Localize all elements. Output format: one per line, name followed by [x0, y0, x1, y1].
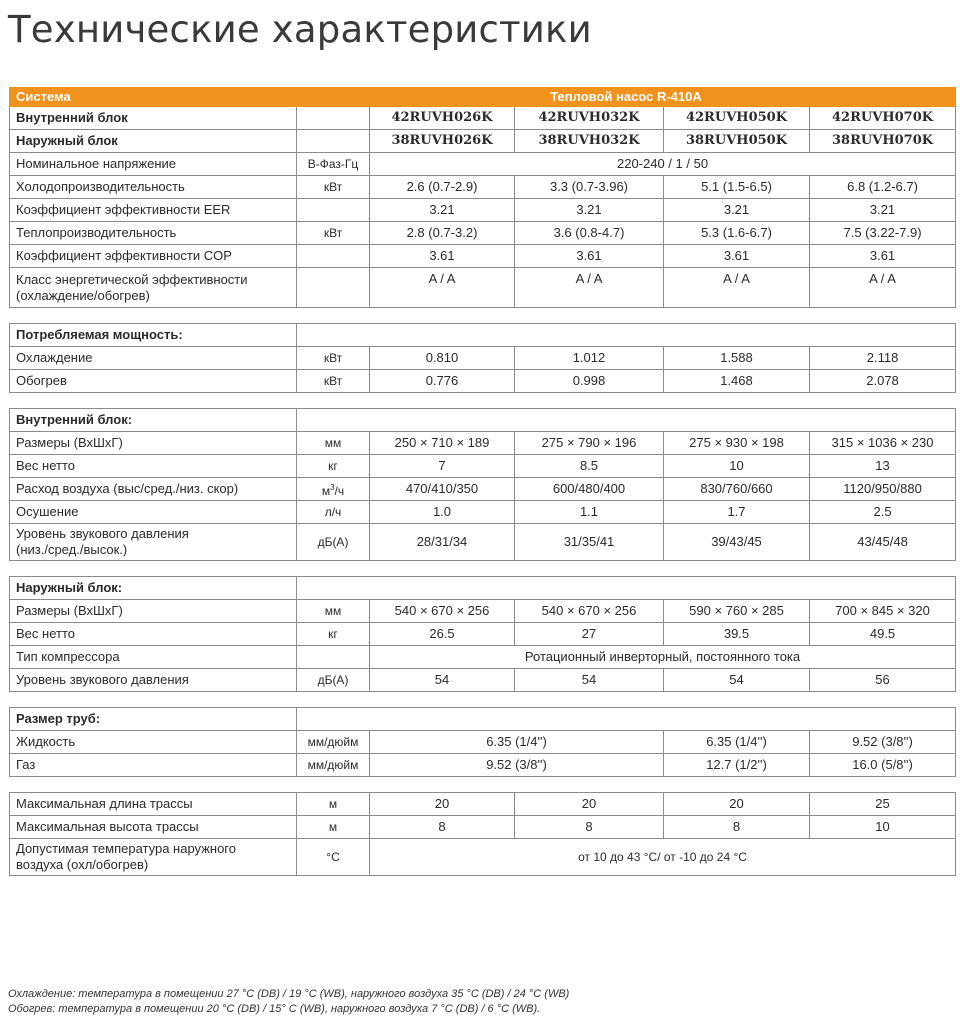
section-header — [10, 409, 956, 432]
value-cell: 590 × 760 × 285 — [664, 600, 810, 623]
value-cell: 470/410/350 — [370, 478, 515, 501]
value-cell: 3.61 — [515, 245, 664, 268]
row-label: Класс энергетической эффективности (охлаждение/обогрев) — [10, 268, 297, 308]
value-cell: 6.35 (1/4'') — [370, 731, 664, 754]
system-header: Система — [10, 88, 297, 107]
value-cell: 3.21 — [810, 199, 956, 222]
table-row — [10, 754, 956, 777]
value-cell: 10 — [810, 816, 956, 839]
value-cell: 54 — [370, 669, 515, 692]
outdoor-model-row — [10, 130, 956, 153]
row-label: Размеры (ВхШхГ) — [10, 432, 297, 455]
value-cell: 3.21 — [370, 199, 515, 222]
value-cell: 2.8 (0.7-3.2) — [370, 222, 515, 245]
unit-cell: мм — [297, 432, 370, 455]
table-row — [10, 347, 956, 370]
value-cell: 1.468 — [664, 370, 810, 393]
value-cell: 1.012 — [515, 347, 664, 370]
row-label: Внутренний блок — [10, 107, 297, 130]
section-header — [10, 324, 956, 347]
value-cell: от 10 до 43 °С/ от -10 до 24 °С — [370, 839, 956, 876]
value-cell: 2.5 — [810, 501, 956, 524]
value-cell: 3.61 — [810, 245, 956, 268]
value-cell: 13 — [810, 455, 956, 478]
model-cell: 42RUVH070K — [810, 107, 956, 130]
row-label: Вес нетто — [10, 623, 297, 646]
value-cell: 3.61 — [370, 245, 515, 268]
value-cell: 315 × 1036 × 230 — [810, 432, 956, 455]
table-row — [10, 455, 956, 478]
model-cell: 42RUVH050K — [664, 107, 810, 130]
value-cell: Ротационный инверторный, постоянного тока — [370, 646, 956, 669]
value-cell: 39/43/45 — [664, 524, 810, 561]
value-cell: 540 × 670 × 256 — [515, 600, 664, 623]
value-cell: 7.5 (3.22-7.9) — [810, 222, 956, 245]
value-cell: 31/35/41 — [515, 524, 664, 561]
footnote-heating: Обогрев: температура в помещении 20 °С (DB) / 15° С (WB), наружного воздуха 7 °С (DB) / 6 °С (WB). — [8, 1003, 541, 1015]
value-cell: 9.52 (3/8'') — [810, 731, 956, 754]
table-row — [10, 153, 956, 176]
value-cell: 25 — [810, 793, 956, 816]
table-row — [10, 731, 956, 754]
row-label: Холодопроизводительность — [10, 176, 297, 199]
value-cell: 16.0 (5/8'') — [810, 754, 956, 777]
system-type-header: Тепловой насос R-410A — [297, 88, 956, 107]
row-label: Охлаждение — [10, 347, 297, 370]
unit-cell: кВт — [297, 176, 370, 199]
unit-cell: кг — [297, 455, 370, 478]
value-cell: 12.7 (1/2'') — [664, 754, 810, 777]
value-cell: 20 — [515, 793, 664, 816]
value-cell: 3.21 — [664, 199, 810, 222]
section-title: Наружный блок: — [10, 577, 297, 600]
value-cell: 275 × 790 × 196 — [515, 432, 664, 455]
table-row — [10, 268, 956, 308]
unit-cell: °С — [297, 839, 370, 876]
value-cell: 540 × 670 × 256 — [370, 600, 515, 623]
row-label: Уровень звукового давления (низ./сред./высок.) — [10, 524, 297, 561]
indoor-model-row — [10, 107, 956, 130]
value-cell: 275 × 930 × 198 — [664, 432, 810, 455]
value-cell: 0.998 — [515, 370, 664, 393]
row-label: Максимальная высота трассы — [10, 816, 297, 839]
value-cell: 56 — [810, 669, 956, 692]
table-row — [10, 199, 956, 222]
unit-cell: кВт — [297, 370, 370, 393]
section-title: Внутренний блок: — [10, 409, 297, 432]
row-label: Номинальное напряжение — [10, 153, 297, 176]
unit-cell: м — [297, 793, 370, 816]
value-cell: 26.5 — [370, 623, 515, 646]
model-cell: 38RUVH026K — [370, 130, 515, 153]
value-cell: 49.5 — [810, 623, 956, 646]
table-row — [10, 370, 956, 393]
row-label: Жидкость — [10, 731, 297, 754]
table-header-row — [10, 88, 956, 107]
row-label: Размеры (ВхШхГ) — [10, 600, 297, 623]
value-cell: 1.1 — [515, 501, 664, 524]
table-row — [10, 478, 956, 501]
value-cell: 1.0 — [370, 501, 515, 524]
unit-cell: В-Фаз-Гц — [297, 153, 370, 176]
value-cell: A / A — [664, 268, 810, 308]
value-cell: 20 — [370, 793, 515, 816]
value-cell: 3.6 (0.8-4.7) — [515, 222, 664, 245]
table-row — [10, 600, 956, 623]
row-label: Теплопроизводительность — [10, 222, 297, 245]
table-row — [10, 222, 956, 245]
unit-cell: мм — [297, 600, 370, 623]
unit-cell: л/ч — [297, 501, 370, 524]
unit-cell: кВт — [297, 347, 370, 370]
value-cell: 700 × 845 × 320 — [810, 600, 956, 623]
model-cell: 42RUVH032K — [515, 107, 664, 130]
row-label: Вес нетто — [10, 455, 297, 478]
value-cell: 5.1 (1.5-6.5) — [664, 176, 810, 199]
table-row — [10, 176, 956, 199]
table-row — [10, 839, 956, 876]
unit-cell: кВт — [297, 222, 370, 245]
model-cell: 38RUVH050K — [664, 130, 810, 153]
value-cell: 8 — [370, 816, 515, 839]
section-title: Потребляемая мощность: — [10, 324, 297, 347]
unit-cell: кг — [297, 623, 370, 646]
unit-cell: дБ(А) — [297, 669, 370, 692]
value-cell: 0.810 — [370, 347, 515, 370]
value-cell: 7 — [370, 455, 515, 478]
table-row — [10, 623, 956, 646]
unit-cell: мм/дюйм — [297, 754, 370, 777]
value-cell: 54 — [515, 669, 664, 692]
value-cell: 1.588 — [664, 347, 810, 370]
value-cell: 8 — [664, 816, 810, 839]
value-cell: 2.6 (0.7-2.9) — [370, 176, 515, 199]
row-label: Уровень звукового давления — [10, 669, 297, 692]
table-row — [10, 816, 956, 839]
value-cell: 20 — [664, 793, 810, 816]
value-cell: 39.5 — [664, 623, 810, 646]
row-label: Наружный блок — [10, 130, 297, 153]
row-label: Газ — [10, 754, 297, 777]
value-cell: 54 — [664, 669, 810, 692]
value-cell: 2.118 — [810, 347, 956, 370]
value-cell: 3.61 — [664, 245, 810, 268]
value-cell: 43/45/48 — [810, 524, 956, 561]
value-cell: 6.8 (1.2-6.7) — [810, 176, 956, 199]
table-row — [10, 524, 956, 561]
value-cell: 9.52 (3/8'') — [370, 754, 664, 777]
value-cell: 28/31/34 — [370, 524, 515, 561]
section-header — [10, 708, 956, 731]
table-row — [10, 432, 956, 455]
unit-cell: $м^3/ч$ — [297, 478, 370, 501]
table-row — [10, 245, 956, 268]
page-title: Технические характеристики — [8, 8, 592, 51]
model-cell: 42RUVH026K — [370, 107, 515, 130]
table-row — [10, 793, 956, 816]
model-cell: 38RUVH032K — [515, 130, 664, 153]
value-cell: A / A — [810, 268, 956, 308]
value-cell: 600/480/400 — [515, 478, 664, 501]
footnotes — [8, 987, 569, 1017]
value-cell: 3.21 — [515, 199, 664, 222]
value-cell: 1120/950/880 — [810, 478, 956, 501]
unit-cell: м — [297, 816, 370, 839]
value-cell: 0.776 — [370, 370, 515, 393]
unit-cell: мм/дюйм — [297, 731, 370, 754]
row-label: Осушение — [10, 501, 297, 524]
value-cell: 8 — [515, 816, 664, 839]
value-cell: 1.7 — [664, 501, 810, 524]
value-cell: 8.5 — [515, 455, 664, 478]
row-label: Максимальная длина трассы — [10, 793, 297, 816]
row-label: Коэффициент эффективности EER — [10, 199, 297, 222]
value-cell: 250 × 710 × 189 — [370, 432, 515, 455]
value-cell: A / A — [515, 268, 664, 308]
row-label: Расход воздуха (выс/сред./низ. скор) — [10, 478, 297, 501]
value-cell: 2.078 — [810, 370, 956, 393]
footnote-cooling: Охлаждение: температура в помещении 27 °С (DB) / 19 °С (WB), наружного воздуха 35 °С (DB) / 24 °С (WB) — [8, 988, 570, 1000]
value-cell: 3.3 (0.7-3.96) — [515, 176, 664, 199]
value-cell: 27 — [515, 623, 664, 646]
value-cell: 6.35 (1/4'') — [664, 731, 810, 754]
section-title: Размер труб: — [10, 708, 297, 731]
row-label: Обогрев — [10, 370, 297, 393]
table-row — [10, 501, 956, 524]
unit-cell — [297, 199, 370, 222]
spec-table — [9, 87, 956, 876]
unit-cell — [297, 245, 370, 268]
table-row — [10, 646, 956, 669]
section-header — [10, 577, 956, 600]
value-cell: A / A — [370, 268, 515, 308]
value-cell: 830/760/660 — [664, 478, 810, 501]
row-label: Допустимая температура наружного воздуха (охл/обогрев) — [10, 839, 297, 876]
row-label: Тип компрессора — [10, 646, 297, 669]
unit-cell: дБ(А) — [297, 524, 370, 561]
model-cell: 38RUVH070K — [810, 130, 956, 153]
value-cell: 220-240 / 1 / 50 — [370, 153, 956, 176]
value-cell: 5.3 (1.6-6.7) — [664, 222, 810, 245]
table-row — [10, 669, 956, 692]
row-label: Коэффициент эффективности COP — [10, 245, 297, 268]
value-cell: 10 — [664, 455, 810, 478]
